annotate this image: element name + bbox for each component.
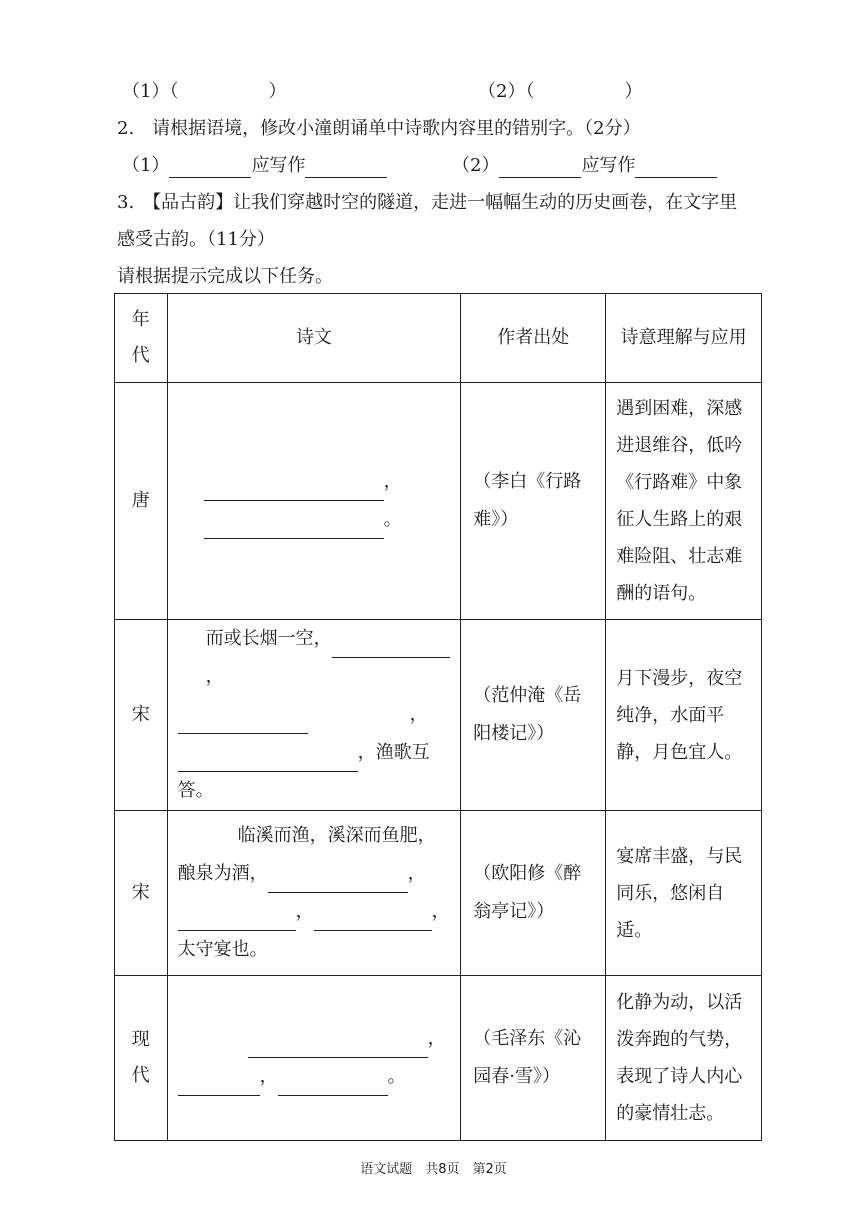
question-3-line-1: 3. 【品古韵】让我们穿越时空的隧道，走进一幅幅生动的历史画卷，在文字里 [117, 192, 738, 213]
question-3-line-2: 感受古韵。（11分） [117, 229, 275, 250]
author-cell [461, 811, 606, 976]
answer-blank[interactable] [635, 159, 717, 178]
era-label: 现代 [131, 1029, 150, 1086]
poem-line [178, 931, 451, 969]
punctuation: ， [205, 666, 224, 687]
question-2-item-2 [452, 154, 717, 178]
poem-cell [167, 811, 461, 976]
table-row [115, 620, 762, 811]
meaning-text: 宴席丰盛，与民同乐，悠闲自适。 [616, 845, 743, 941]
poem-text: 太守宴也。 [177, 939, 268, 960]
author-cell [461, 383, 606, 620]
answer-blank[interactable] [268, 874, 408, 893]
era-label: 宋 [131, 882, 150, 903]
author-text: （李白《行路难》） [473, 471, 582, 530]
answer-blank[interactable] [248, 1039, 428, 1058]
answer-blank[interactable] [314, 912, 432, 931]
header-era [115, 294, 168, 383]
answer-blank[interactable] [178, 753, 358, 772]
punctuation: 。 [383, 509, 402, 530]
q1-answer-1: （1）（ ） [122, 81, 287, 102]
era-cell [115, 976, 168, 1141]
header-author: 作者出处 [461, 294, 606, 383]
era-label: 宋 [131, 704, 150, 725]
poem-cell [167, 383, 461, 620]
answer-blank[interactable] [178, 912, 296, 931]
punctuation: ， [407, 863, 426, 884]
era-cell [115, 811, 168, 976]
answer-blank[interactable] [204, 520, 384, 539]
era-label: 唐 [131, 490, 150, 511]
author-text: （毛泽东《沁园春·雪》） [473, 1028, 582, 1087]
poem-text: 而或长烟一空， [205, 628, 332, 649]
table-row [115, 811, 762, 976]
header-poem: 诗文 [167, 294, 461, 383]
poem-line [204, 501, 451, 539]
question-2-item-1 [122, 154, 387, 178]
table-row [115, 383, 762, 620]
poem-text: 临溪而渔，溪深而鱼肥， [237, 825, 436, 846]
answer-blank[interactable] [305, 159, 387, 178]
poem-cell [167, 620, 461, 811]
poem-line [204, 463, 451, 501]
item-1-number: （1） [122, 155, 170, 176]
era-cell [115, 383, 168, 620]
author-cell [461, 620, 606, 811]
punctuation: ， [431, 901, 450, 922]
punctuation: ， [427, 1028, 446, 1049]
poem-table [114, 293, 762, 1141]
answer-blank[interactable] [332, 639, 450, 658]
author-text: （欧阳修《醉翁亭记》） [473, 863, 582, 922]
item-2-label: 应写作 [581, 155, 636, 176]
poem-line [178, 620, 451, 696]
answer-blank[interactable] [169, 159, 251, 178]
poem-line [178, 696, 451, 734]
poem-line [178, 893, 451, 931]
era-cell [115, 620, 168, 811]
header-era-label: 年代 [131, 309, 150, 366]
punctuation: ， [295, 901, 314, 922]
author-text: （范仲淹《岳阳楼记》） [473, 685, 582, 744]
question-2-prompt: 2. 请根据语境，修改小潼朗诵单中诗歌内容里的错别字。（2分） [117, 118, 641, 139]
meaning-cell [606, 620, 762, 811]
answer-blank[interactable] [178, 715, 308, 734]
poem-line [178, 734, 451, 810]
poem-cell [167, 976, 461, 1141]
q1-answer-2: （2）（ ） [478, 81, 643, 102]
meaning-text: 月下漫步，夜空纯净，水面平静，月色宜人。 [616, 667, 743, 763]
punctuation: ， [409, 704, 428, 725]
meaning-cell [606, 383, 762, 620]
meaning-cell [606, 976, 762, 1141]
meaning-text: 遇到困难，深感进退维谷，低吟《行路难》中象征人生路上的艰难险阻、壮志难酬的语句。 [616, 398, 743, 604]
poem-line [178, 855, 451, 893]
answer-blank[interactable] [204, 482, 384, 501]
table-row [115, 976, 762, 1141]
answer-blank[interactable] [499, 159, 581, 178]
meaning-text: 化静为动，以活泼奔跑的气势，表现了诗人内心的豪情壮志。 [616, 992, 743, 1124]
item-2-number: （2） [452, 155, 500, 176]
poem-text: 酿泉为酒， [177, 863, 268, 884]
poem-line [178, 817, 451, 855]
table-header-row [115, 294, 762, 383]
punctuation: ， [259, 1066, 278, 1087]
meaning-cell [606, 811, 762, 976]
poem-text: ，渔歌互答。 [177, 742, 430, 801]
poem-line [178, 1058, 451, 1096]
punctuation: ， [383, 471, 402, 492]
question-3-instruction: 请根据提示完成以下任务。 [117, 266, 333, 287]
page-footer: 语文试题 共8页 第2页 [360, 1162, 507, 1177]
header-meaning: 诗意理解与应用 [606, 294, 762, 383]
answer-blank[interactable] [178, 1077, 260, 1096]
poem-line [178, 1020, 451, 1058]
punctuation: 。 [387, 1066, 406, 1087]
answer-blank[interactable] [278, 1077, 388, 1096]
author-cell [461, 976, 606, 1141]
item-1-label: 应写作 [251, 155, 306, 176]
